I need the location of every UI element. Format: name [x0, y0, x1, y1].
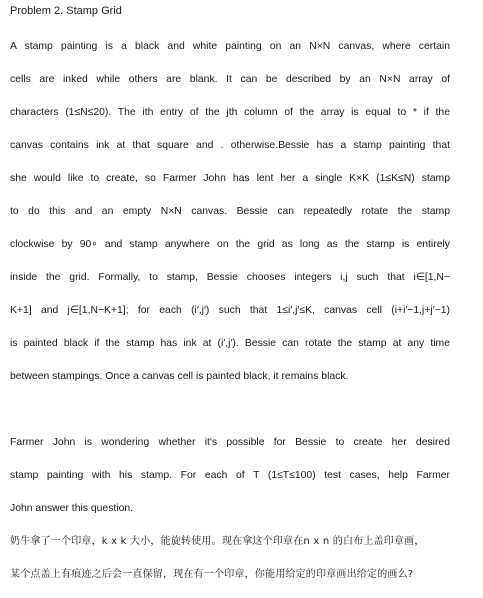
- paragraph1-line: between stampings. Once a canvas cell is painted black, it remains black.: [10, 371, 349, 382]
- paragraph1-line: A stamp painting is a black and white painting on an N×N canvas, where certain: [10, 41, 450, 52]
- paragraph1-line: characters (1≤N≤20). The ith entry of the jth column of the array is equal to * if the: [10, 107, 450, 118]
- chinese-line: 奶牛拿了一个印章，k x k 大小，能旋转使用。现在拿这个印章在n x n 的白布上盖印章画，: [10, 536, 425, 547]
- paragraph1-line: clockwise by 90∘ and stamp anywhere on the grid as long as the stamp is entirely: [10, 239, 450, 250]
- paragraph1-line: she would like to create, so Farmer John has lent her a single K×K (1≤K≤N) stamp: [10, 173, 450, 184]
- chinese-line: 某个点盖上有痕迹之后会一直保留，现在有一个印章，你能用给定的印章画出给定的画么?: [10, 569, 414, 580]
- paragraph1-line: inside the grid. Formally, to stamp, Bessie chooses integers i,j such that i∈[1,N−: [10, 272, 450, 283]
- paragraph2-line: John answer this question.: [10, 503, 134, 514]
- paragraph2-line: stamp painting with his stamp. For each of T (1≤T≤100) test cases, help Farmer: [10, 470, 450, 481]
- paragraph1-line: cells are inked while others are blank. It can be described by an N×N array of: [10, 74, 450, 85]
- paragraph1-line: is painted black if the stamp has ink at (i′,j′). Bessie can rotate the stamp at any time: [10, 338, 450, 349]
- problem-title: Problem 2. Stamp Grid: [10, 5, 122, 17]
- paragraph1-line: canvas contains ink at that square and . otherwise.Bessie has a stamp painting that: [10, 140, 450, 151]
- paragraph1-line: to do this and an empty N×N canvas. Bessie can repeatedly rotate the stamp: [10, 206, 450, 217]
- paragraph1-line: K+1] and j∈[1,N−K+1]; for each (i′,j′) such that 1≤i′,j′≤K, canvas cell (i+i′−1,j+j′−1): [10, 305, 450, 316]
- paragraph2-line: Farmer John is wondering whether it's possible for Bessie to create her desired: [10, 437, 450, 448]
